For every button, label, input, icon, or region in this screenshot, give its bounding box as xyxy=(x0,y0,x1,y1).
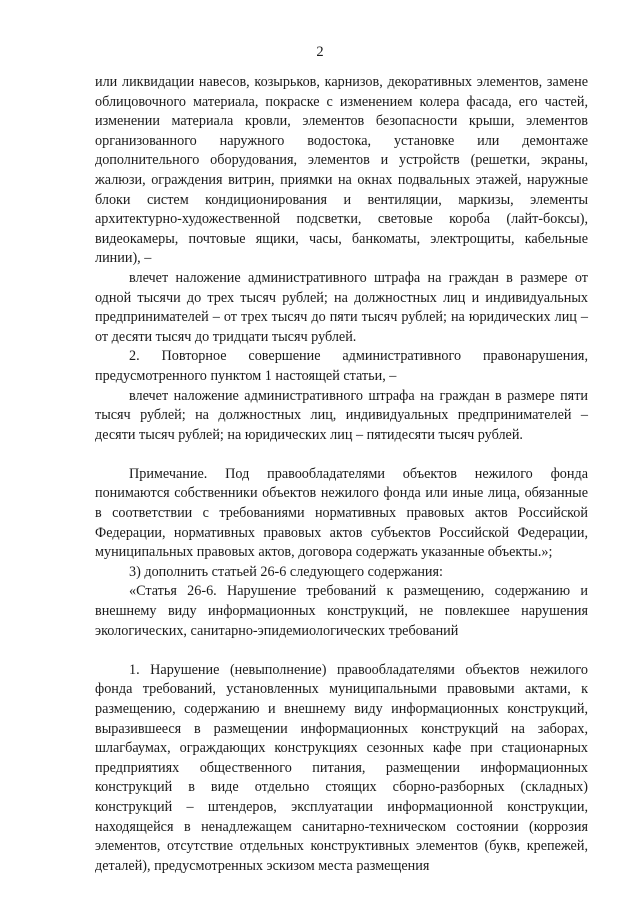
paragraph-amendment-3: 3) дополнить статьей 26-6 следующего содержания: xyxy=(129,563,443,580)
document-body xyxy=(95,73,588,876)
paragraph-item-2: 2. Повторное совершение административного правонарушения, предусмотренного пунктом 1 настоящей статьи, – xyxy=(95,348,588,384)
page-number: 2 xyxy=(316,44,324,60)
blank-line xyxy=(95,641,588,661)
paragraph-repair-list: или ликвидации навесов, козырьков, карнизов, декоративных элементов, замене облицовочного материала, покраске с изменением колера фасада, его частей, изменении материала кровли, элементов безопасности крыши, элементов организованного наружного водостока, установке или демонтаже дополнительного оборудования, элементов и устройств (решетки, экраны, жалюзи, ограждения витрин, приямки на окнах подвальных этажей, наружные блоки систем кондиционирования и вентиляции, маркизы, элементы архитектурно-художественной подсветки, световые короба (лайт-боксы), видеокамеры, почтовые ящики, часы, банкоматы, электрощиты, кабельные линии), – xyxy=(95,74,588,267)
paragraph-note: Примечание. Под правообладателями объектов нежилого фонда понимаются собственники объектов нежилого фонда или иные лица, обязанные в соответствии с требованиями нормативных правовых актов Российской Федерации, нормативных правовых актов субъектов Российской Федерации, муниципальных правовых актов, договора содержать указанные объекты.»; xyxy=(95,465,588,561)
paragraph-fine-1: влечет наложение административного штрафа на граждан в размере от одной тысячи до трех тысяч рублей; на должностных лиц и индивидуальных предпринимателей – от трех тысяч до пяти тысяч рублей; на юридических лиц – от десяти тысяч до тридцати тысяч рублей. xyxy=(95,269,588,345)
article-26-6-heading: «Статья 26-6. Нарушение требований к размещению, содержанию и внешнему виду информационных конструкций, не повлекшее нарушения экологических, санитарно-эпидемиологических требований xyxy=(95,583,588,639)
paragraph-fine-2: влечет наложение административного штрафа на граждан в размере пяти тысяч рублей; на должностных лиц, индивидуальных предпринимателей – десяти тысяч рублей; на юридических лиц – пятидесяти тысяч рублей. xyxy=(95,387,588,443)
blank-line xyxy=(95,445,588,465)
paragraph-article-26-6-item-1: 1. Нарушение (невыполнение) правообладателями объектов нежилого фонда требований, установленных муниципальными правовыми актами, к размещению, содержанию и внешнему виду информационных конструкций, выразившееся в размещении информационных конструкций на заборах, шлагбаумах, ограждающих конструкциях сезонных кафе при стационарных предприятиях общественного питания, размещении информационных конструкций в виде отдельно стоящих сборно-разборных (складных) конструкций – штендеров, эксплуатации информационной конструкции, находящейся в ненадлежащем санитарно-техническом состоянии (коррозия элементов, отсутствие отдельных конструктивных элементов (букв, крепежей, деталей), предусмотренных эскизом места размещения xyxy=(95,661,588,874)
